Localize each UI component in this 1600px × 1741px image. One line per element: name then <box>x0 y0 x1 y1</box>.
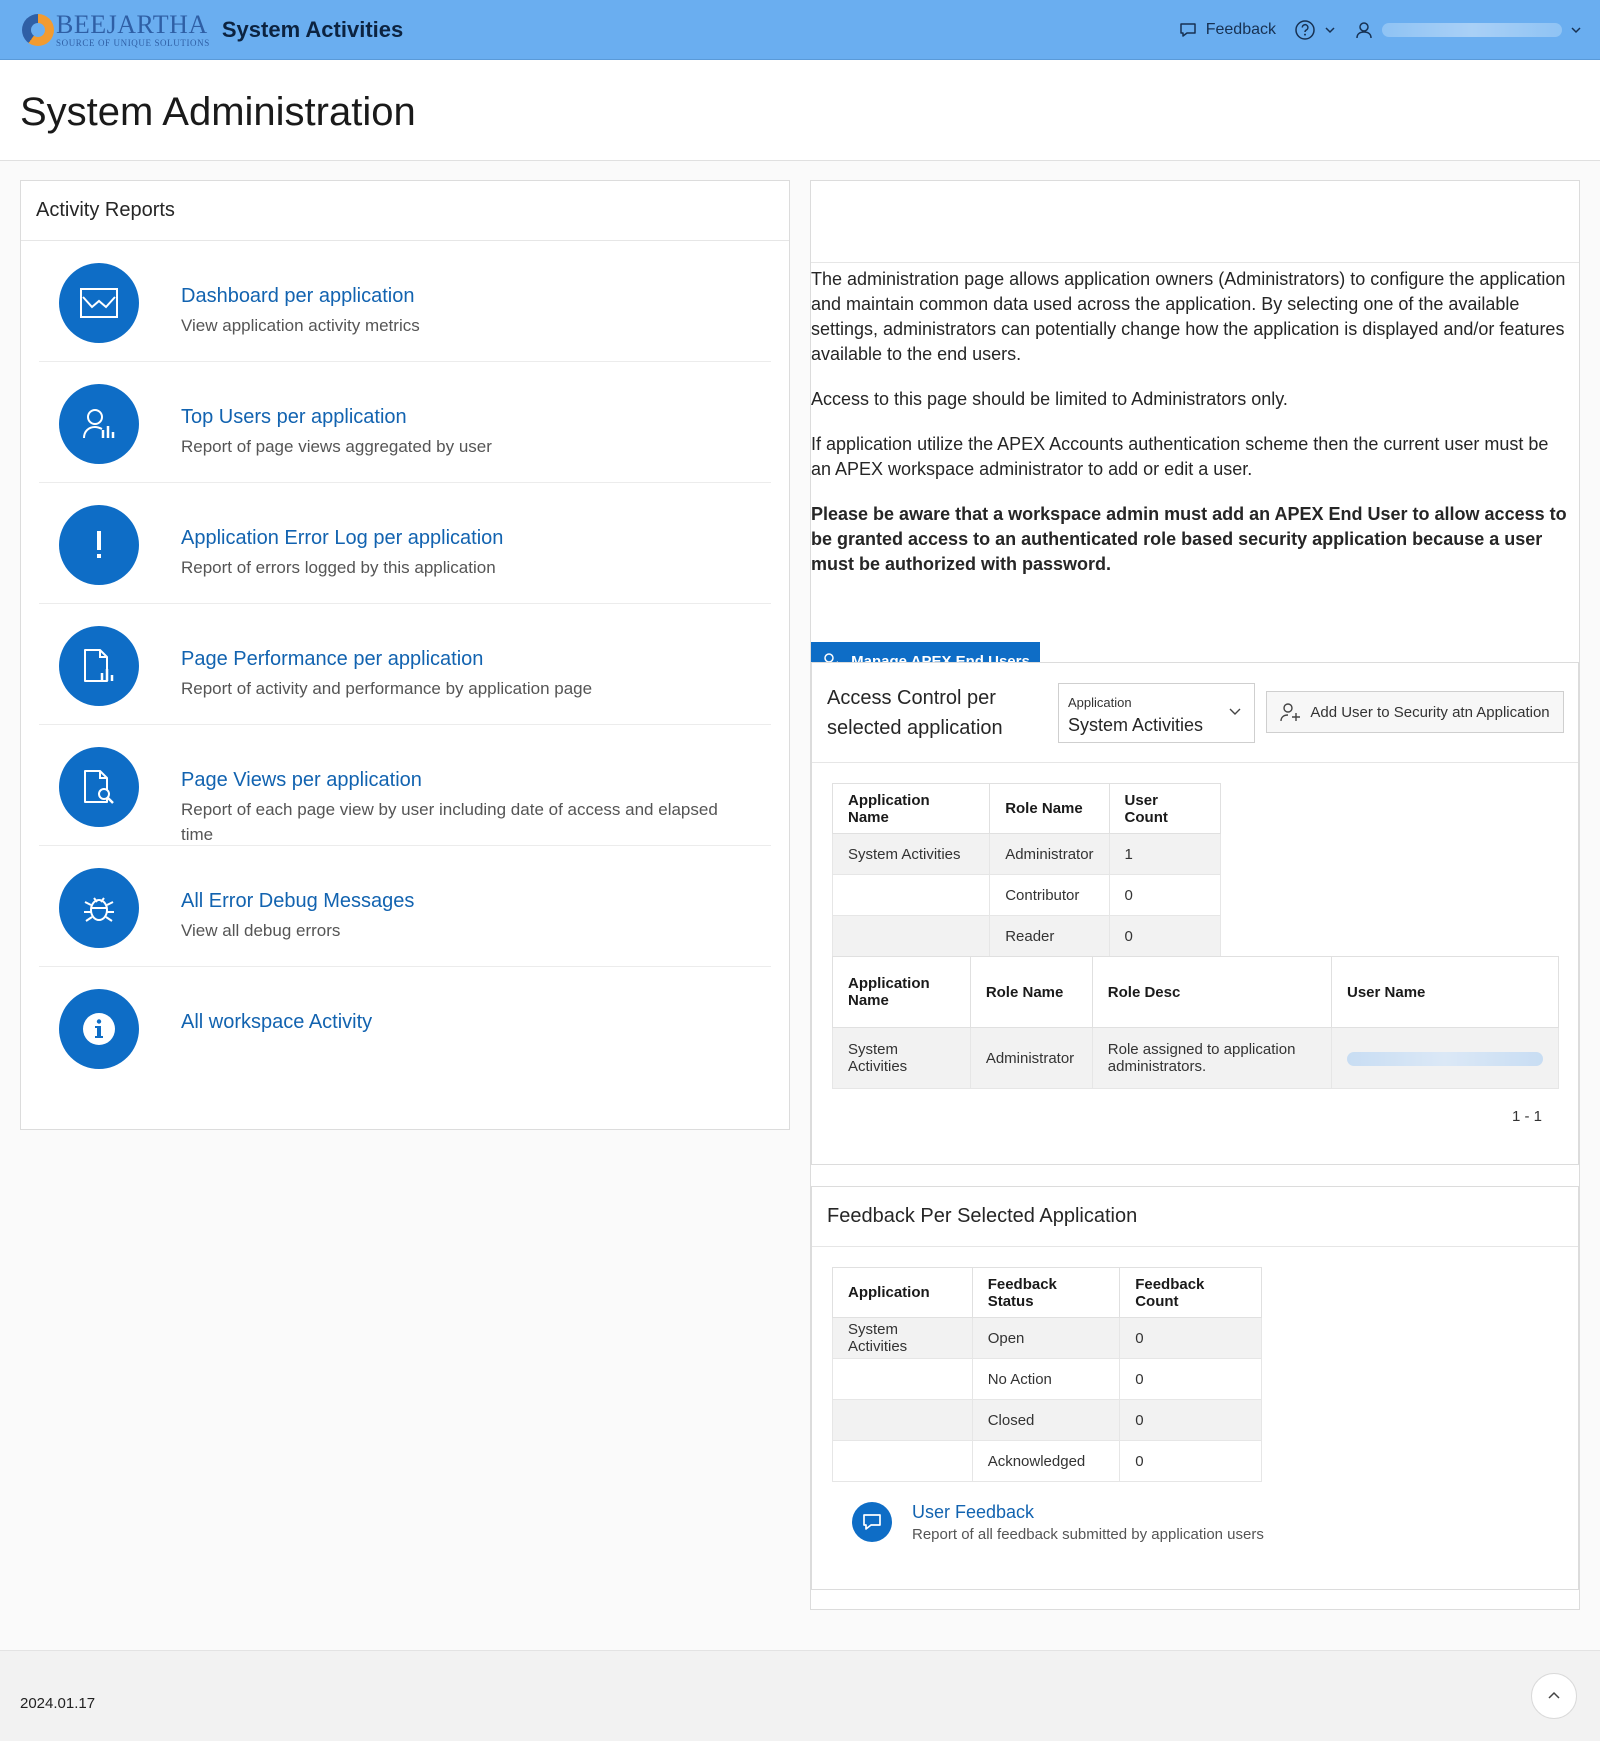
administration-region <box>810 180 1580 1610</box>
application-select-label: Application <box>1068 695 1132 710</box>
intro-paragraph: The administration page allows application owners (Administrators) to configure the application and maintain common data used across the application. By selecting one of the available settings, administrators can potentially change how the application is displayed and/or features available to the end users. <box>811 269 1566 364</box>
table-row <box>833 1400 1262 1441</box>
column-header[interactable]: Role Name <box>990 784 1109 834</box>
table-cell: Acknowledged <box>972 1441 1120 1482</box>
chevron-up-icon <box>1547 1689 1561 1703</box>
activity-reports-title: Activity Reports <box>21 181 789 241</box>
table-cell: 0 <box>1120 1441 1262 1482</box>
intro-warning: Please be aware that a workspace admin must add an APEX End User to allow access to be granted access to an authenticated role based security application because a user must be authorized with password. <box>811 504 1567 574</box>
table-cell: Reader <box>990 916 1109 957</box>
table-header-row <box>833 957 1559 1028</box>
chat-bubble-icon <box>852 1502 892 1542</box>
column-header[interactable]: User Name <box>1332 957 1559 1028</box>
table-cell <box>833 1441 973 1482</box>
add-user-icon <box>1280 702 1302 722</box>
table-cell: System Activities <box>833 834 990 875</box>
intro-paragraph: Access to this page should be limited to Administrators only. <box>811 389 1288 409</box>
app-version: 2024.01.17 <box>20 1695 96 1712</box>
report-desc: Report of page views aggregated by user <box>181 437 492 456</box>
table-row <box>833 1028 1559 1089</box>
chevron-down-icon <box>1570 24 1582 36</box>
app-title[interactable]: System Activities <box>221 16 404 42</box>
table-cell: No Action <box>972 1359 1120 1400</box>
table-header-row <box>833 1268 1262 1318</box>
column-header[interactable]: User Count <box>1109 784 1220 834</box>
user-feedback-link[interactable]: User Feedback <box>912 1502 1035 1522</box>
scroll-to-top-button[interactable] <box>1531 1673 1577 1719</box>
report-item-workspace-activity[interactable] <box>39 967 771 1088</box>
user-menu-button[interactable] <box>1354 20 1582 40</box>
column-header[interactable]: Role Desc <box>1092 957 1331 1028</box>
report-item-debug-messages[interactable] <box>39 846 771 967</box>
table-cell <box>833 1400 973 1441</box>
application-select[interactable] <box>1058 683 1255 743</box>
table-row <box>833 875 1221 916</box>
column-header[interactable]: Application Name <box>833 957 971 1028</box>
application-select-value: System Activities <box>1068 715 1204 735</box>
report-item-error-log[interactable] <box>39 483 771 604</box>
table-cell <box>833 1359 973 1400</box>
help-icon <box>1294 19 1316 41</box>
feedback-label: Feedback <box>1205 21 1276 38</box>
user-icon <box>1354 20 1374 40</box>
table-cell: Closed <box>972 1400 1120 1441</box>
chevron-down-icon <box>1228 704 1242 718</box>
info-icon <box>59 989 139 1069</box>
report-desc: View application activity metrics <box>181 316 420 335</box>
table-cell-user-name <box>1332 1028 1559 1089</box>
report-link[interactable]: Dashboard per application <box>181 285 415 307</box>
column-header[interactable]: Application <box>833 1268 973 1318</box>
admin-intro-text <box>811 267 1571 597</box>
logo-tagline: SOURCE OF UNIQUE SOLUTIONS <box>56 37 210 48</box>
bug-icon <box>59 868 139 948</box>
access-control-region <box>811 662 1579 1165</box>
table-cell: 0 <box>1109 916 1220 957</box>
table-cell: Role assigned to application administrators. <box>1092 1028 1331 1089</box>
chevron-down-icon <box>1324 24 1336 36</box>
table-cell: 0 <box>1109 875 1220 916</box>
report-desc: Report of errors logged by this application <box>181 558 496 577</box>
line-chart-icon <box>59 263 139 343</box>
admin-tabs <box>811 181 1579 263</box>
table-cell <box>833 916 990 957</box>
redacted-user-name <box>1347 1052 1543 1066</box>
intro-paragraph: If application utilize the APEX Accounts authentication scheme then the current user must be an APEX workspace administrator to add or edit a user. <box>811 434 1549 479</box>
table-row <box>833 1318 1262 1359</box>
report-desc: View all debug errors <box>181 921 341 940</box>
users-table <box>832 956 1559 1089</box>
activity-reports-list <box>21 241 789 1088</box>
report-item-dashboard[interactable] <box>39 241 771 362</box>
table-row <box>833 1441 1262 1482</box>
report-item-page-performance[interactable] <box>39 604 771 725</box>
page-footer <box>0 1650 1600 1741</box>
table-cell: System Activities <box>833 1028 971 1089</box>
chat-bubble-icon <box>1178 20 1198 40</box>
table-row <box>833 1359 1262 1400</box>
report-link[interactable]: Application Error Log per application <box>181 527 504 549</box>
company-logo[interactable] <box>22 10 210 50</box>
feedback-title: Feedback Per Selected Application <box>812 1187 1578 1247</box>
feedback-button[interactable] <box>1178 20 1276 40</box>
pagination-label: 1 - 1 <box>1511 1108 1542 1125</box>
column-header[interactable]: Feedback Status <box>972 1268 1120 1318</box>
report-desc: Report of each page view by user including date of access and elapsed time <box>181 800 718 844</box>
table-cell: Administrator <box>990 834 1109 875</box>
file-search-icon <box>59 747 139 827</box>
report-item-page-views[interactable] <box>39 725 771 846</box>
roles-table <box>832 783 1221 957</box>
table-cell: Contributor <box>990 875 1109 916</box>
logo-mark-icon <box>22 14 54 46</box>
exclamation-icon <box>59 505 139 585</box>
table-cell: 1 <box>1109 834 1220 875</box>
column-header[interactable]: Feedback Count <box>1120 1268 1262 1318</box>
user-feedback-desc: Report of all feedback submitted by application users <box>912 1526 1264 1543</box>
access-control-title: Access Control per selected application <box>827 687 1003 739</box>
table-row <box>833 916 1221 957</box>
table-cell: 0 <box>1120 1318 1262 1359</box>
report-desc: Report of activity and performance by application page <box>181 679 593 698</box>
logo-name: BEEJARTHA <box>56 9 208 39</box>
redacted-user-name <box>1382 23 1562 37</box>
table-cell: 0 <box>1120 1400 1262 1441</box>
add-user-to-security-button[interactable] <box>1266 691 1564 733</box>
report-link[interactable]: Top Users per application <box>181 406 407 428</box>
table-row <box>833 834 1221 875</box>
table-cell <box>833 875 990 916</box>
feedback-region <box>811 1186 1579 1590</box>
top-navigation-bar <box>0 0 1600 60</box>
page-title-bar <box>0 60 1600 161</box>
feedback-table <box>832 1267 1262 1482</box>
add-user-button-label: Add User to Security atn Application <box>1310 703 1550 721</box>
column-header[interactable]: Application Name <box>833 784 990 834</box>
table-cell: Administrator <box>970 1028 1092 1089</box>
page-title: System Administration <box>20 90 416 134</box>
table-cell: System Activities <box>833 1318 973 1359</box>
report-link[interactable]: Page Views per application <box>181 769 422 791</box>
table-cell: 0 <box>1120 1359 1262 1400</box>
column-header[interactable]: Role Name <box>970 957 1092 1028</box>
report-link[interactable]: All workspace Activity <box>181 1011 373 1033</box>
table-cell: Open <box>972 1318 1120 1359</box>
table-header-row <box>833 784 1221 834</box>
report-item-top-users[interactable] <box>39 362 771 483</box>
file-chart-icon <box>59 626 139 706</box>
report-link[interactable]: Page Performance per application <box>181 648 484 670</box>
report-link[interactable]: All Error Debug Messages <box>181 890 415 912</box>
help-menu-button[interactable] <box>1294 19 1336 41</box>
activity-reports-region <box>20 180 790 1130</box>
user-chart-icon <box>59 384 139 464</box>
